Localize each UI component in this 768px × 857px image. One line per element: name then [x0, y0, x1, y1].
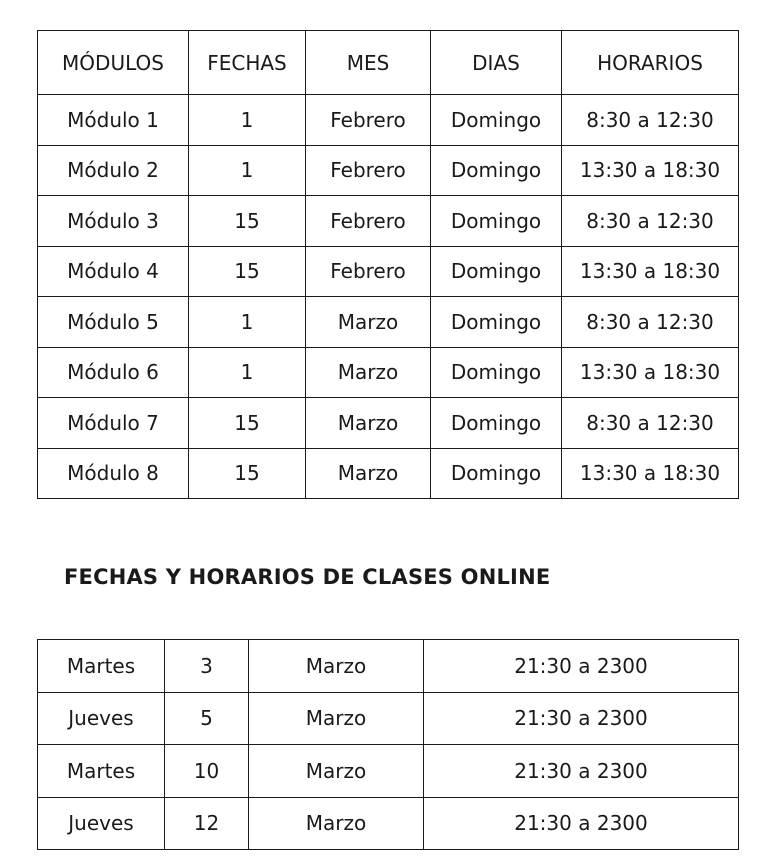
- table-row: [38, 640, 739, 693]
- module-cell: Módulo 5: [38, 297, 189, 348]
- month-cell: Febrero: [306, 246, 431, 297]
- module-cell: Módulo 7: [38, 398, 189, 449]
- table-header-row: [38, 31, 739, 95]
- month-cell: Febrero: [306, 95, 431, 146]
- day-cell: Domingo: [431, 297, 562, 348]
- schedule-cell: 13:30 a 18:30: [562, 347, 739, 398]
- day-cell: Domingo: [431, 246, 562, 297]
- date-cell: 15: [189, 448, 306, 499]
- date-cell: 12: [165, 797, 249, 850]
- header-modulos: MÓDULOS: [38, 31, 189, 95]
- header-mes: MES: [306, 31, 431, 95]
- weekday-cell: Martes: [38, 745, 165, 798]
- schedule-cell: 8:30 a 12:30: [562, 196, 739, 247]
- module-cell: Módulo 4: [38, 246, 189, 297]
- table-row: [38, 448, 739, 499]
- table-row: [38, 398, 739, 449]
- schedule-cell: 21:30 a 2300: [424, 797, 739, 850]
- table-row: [38, 797, 739, 850]
- table-row: [38, 196, 739, 247]
- table-row: [38, 297, 739, 348]
- schedule-cell: 13:30 a 18:30: [562, 448, 739, 499]
- table-row: [38, 347, 739, 398]
- day-cell: Domingo: [431, 196, 562, 247]
- schedule-cell: 13:30 a 18:30: [562, 246, 739, 297]
- month-cell: Marzo: [249, 745, 424, 798]
- table-row: [38, 692, 739, 745]
- schedule-cell: 8:30 a 12:30: [562, 297, 739, 348]
- month-cell: Marzo: [249, 692, 424, 745]
- date-cell: 15: [189, 398, 306, 449]
- month-cell: Marzo: [306, 398, 431, 449]
- day-cell: Domingo: [431, 398, 562, 449]
- header-dias: DIAS: [431, 31, 562, 95]
- date-cell: 3: [165, 640, 249, 693]
- month-cell: Marzo: [306, 448, 431, 499]
- online-classes-heading: FECHAS Y HORARIOS DE CLASES ONLINE: [64, 565, 551, 589]
- module-cell: Módulo 2: [38, 145, 189, 196]
- header-fechas: FECHAS: [189, 31, 306, 95]
- schedule-cell: 21:30 a 2300: [424, 640, 739, 693]
- date-cell: 1: [189, 297, 306, 348]
- table-row: [38, 246, 739, 297]
- day-cell: Domingo: [431, 448, 562, 499]
- month-cell: Febrero: [306, 145, 431, 196]
- module-cell: Módulo 6: [38, 347, 189, 398]
- module-cell: Módulo 3: [38, 196, 189, 247]
- month-cell: Marzo: [249, 640, 424, 693]
- schedule-cell: 21:30 a 2300: [424, 745, 739, 798]
- month-cell: Marzo: [249, 797, 424, 850]
- day-cell: Domingo: [431, 347, 562, 398]
- date-cell: 1: [189, 347, 306, 398]
- table-row: [38, 745, 739, 798]
- date-cell: 10: [165, 745, 249, 798]
- date-cell: 1: [189, 145, 306, 196]
- module-cell: Módulo 8: [38, 448, 189, 499]
- header-horarios: HORARIOS: [562, 31, 739, 95]
- date-cell: 1: [189, 95, 306, 146]
- month-cell: Febrero: [306, 196, 431, 247]
- online-classes-table: [37, 639, 739, 850]
- schedule-cell: 13:30 a 18:30: [562, 145, 739, 196]
- month-cell: Marzo: [306, 297, 431, 348]
- day-cell: Domingo: [431, 95, 562, 146]
- schedule-cell: 21:30 a 2300: [424, 692, 739, 745]
- schedule-cell: 8:30 a 12:30: [562, 398, 739, 449]
- weekday-cell: Jueves: [38, 797, 165, 850]
- date-cell: 5: [165, 692, 249, 745]
- weekday-cell: Martes: [38, 640, 165, 693]
- date-cell: 15: [189, 246, 306, 297]
- weekday-cell: Jueves: [38, 692, 165, 745]
- modules-schedule-table: [37, 30, 739, 499]
- month-cell: Marzo: [306, 347, 431, 398]
- date-cell: 15: [189, 196, 306, 247]
- schedule-cell: 8:30 a 12:30: [562, 95, 739, 146]
- table-row: [38, 95, 739, 146]
- day-cell: Domingo: [431, 145, 562, 196]
- table-row: [38, 145, 739, 196]
- module-cell: Módulo 1: [38, 95, 189, 146]
